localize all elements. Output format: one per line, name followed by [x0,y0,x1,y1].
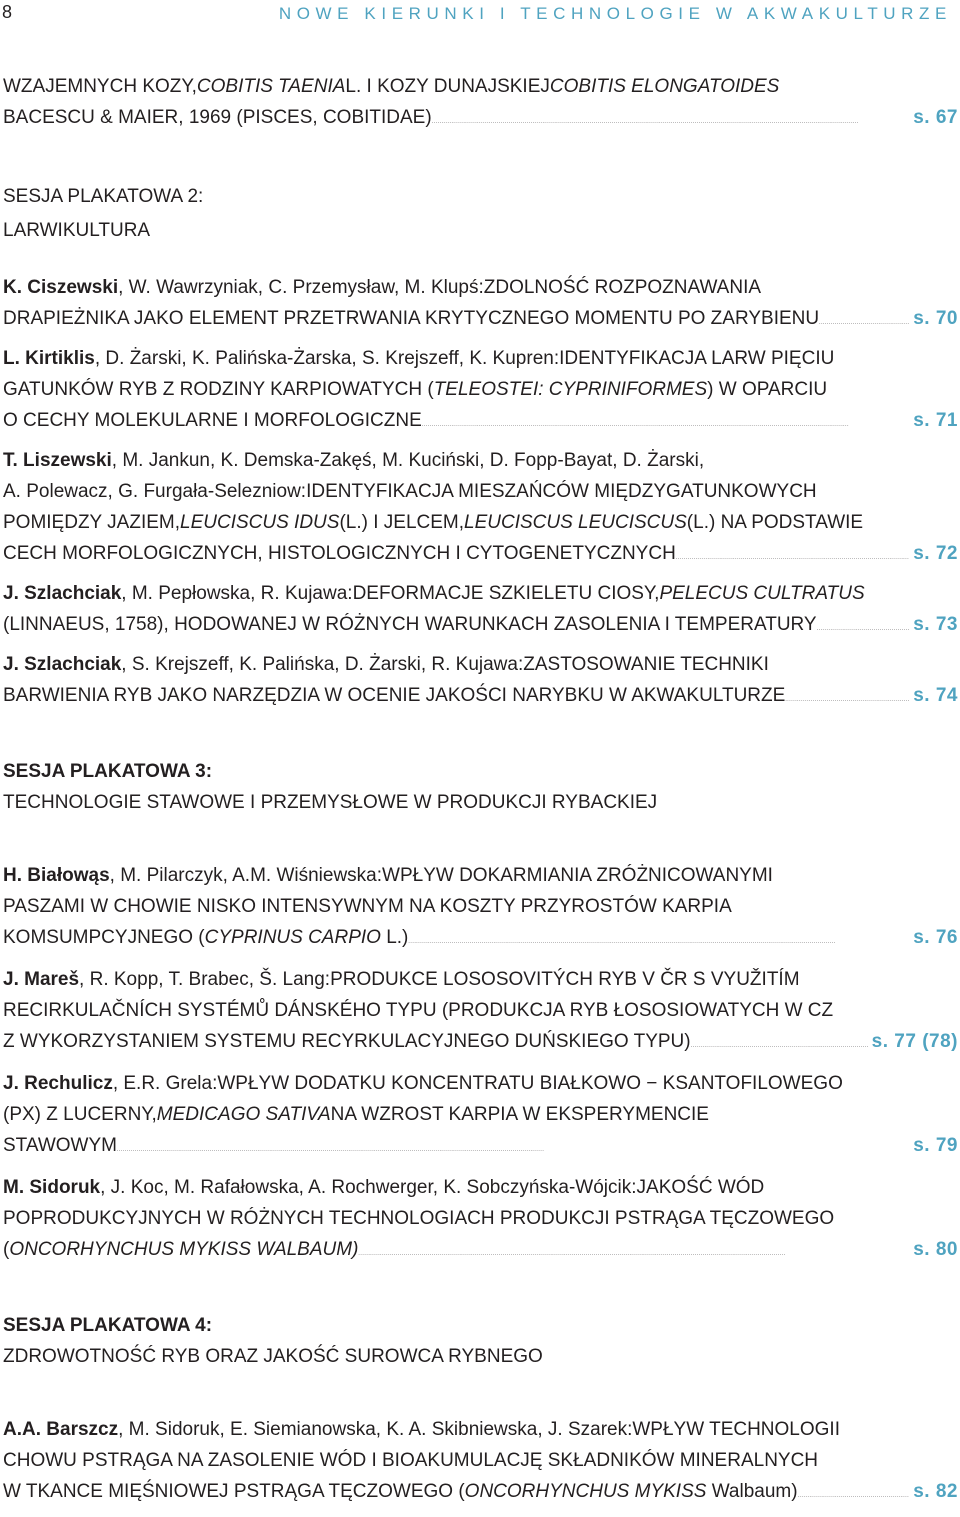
entry-text: ( [3,1239,10,1260]
dot-leader [432,102,910,138]
page-reference: s. 73 [913,614,958,635]
session-heading [3,180,958,248]
entry-text: GATUNKÓW RYB Z RODZINY KARPIOWATYCH ( [3,379,434,400]
entry-text: PASZAMI W CHOWIE NISKO INTENSYWNYM NA KOSZTY PRZYROSTÓW KARPIA [3,896,732,917]
entry-text: ZDOLNOŚĆ ROZPOZNAWANIA [483,277,762,298]
entry-text: O CECHY MOLEKULARNE I MORFOLOGICZNE [3,410,422,431]
entry-text: BARWIENIA RYB JAKO NARZĘDZIA W OCENIE JAKOŚCI NARYBKU W AKWAKULTURZE [3,685,786,706]
dot-leader [691,1026,868,1062]
lead-author: K. Ciszewski [3,277,119,298]
page-reference: s. 80 [913,1239,958,1260]
authors: , M. Pepłowska, R. Kujawa: [121,583,353,604]
authors: , J. Koc, M. Rafałowska, A. Rochwerger, K. Sobczyńska-Wójcik: [100,1177,637,1198]
session-subtitle: TECHNOLOGIE STAWOWE I PRZEMYSŁOWE W PRODUKCJI RYBACKIEJ [3,792,658,813]
toc-entry[interactable] [3,445,958,574]
page-reference: s. 70 [913,308,958,329]
toc-entry[interactable] [3,1068,958,1166]
toc-entry[interactable] [3,649,958,716]
entry-text: DRAPIEŻNIKA JAKO ELEMENT PRZETRWANIA KRYTYCZNEGO MOMENTU PO ZARYBIENU [3,308,820,329]
toc-entry[interactable] [3,964,958,1062]
dot-leader [408,922,909,958]
entry-text: (LINNAEUS, 1758), HODOWANEJ W RÓŻNYCH WARUNKACH ZASOLENIA I TEMPERATURY [3,614,817,635]
entry-text: W TKANCE MIĘŚNIOWEJ PSTRĄGA TĘCZOWEGO ( [3,1481,465,1502]
species-name: PELECUS CULTRATUS [659,583,865,604]
entry-text: DEFORMACJE SZKIELETU CIOSY, [352,583,660,604]
dot-leader [817,609,910,645]
toc-entry[interactable] [3,343,958,441]
session-subtitle: LARWIKULTURA [3,220,151,241]
entry-text: IDENTYFIKACJA MIESZAŃCÓW MIĘDZYGATUNKOWYCH [306,481,817,502]
authors: , S. Krejszeff, K. Palińska, D. Żarski, R. Kujawa: [121,654,524,675]
toc-entry[interactable] [3,1414,958,1512]
entry-text: ZASTOSOWANIE TECHNIKI [523,654,769,675]
species-name: COBITIS ELONGATOIDES [549,76,780,97]
session-title: SESJA PLAKATOWA 3: [3,761,213,782]
lead-author: J. Szlachciak [3,583,122,604]
entry-text: (L.) NA PODSTAWIE [686,512,864,533]
species-name: TELEOSTEI: CYPRINIFORMES [433,379,708,400]
entry-text: L.) [380,927,409,948]
lead-author: J. Mareš [3,969,80,990]
toc-entry[interactable] [3,860,958,958]
page-reference: s. 76 [913,927,958,948]
entry-text: JAKOŚĆ WÓD [636,1177,765,1198]
lead-author: A.A. Barszcz [3,1419,119,1440]
entry-text: RECIRKULAČNÍCH SYSTÉMŮ DÁNSKÉHO TYPU (PRODUKCJA RYB ŁOSOSIOWATYCH W CZ [3,1000,834,1021]
species-name: LEUCISCUS IDUS [180,512,340,533]
entry-text: IDENTYFIKACJA LARW PIĘCIU [559,348,835,369]
species-name: CYPRINUS CARPIO [204,927,381,948]
entry-text: WPŁYW TECHNOLOGII [632,1419,840,1440]
dot-leader [819,303,909,339]
lead-author: M. Sidoruk [3,1177,101,1198]
page-reference: s. 71 [913,410,958,431]
session-heading [3,1310,958,1372]
page-number: 8 [2,2,13,22]
entry-text: PRODUKCE LOSOSOVITÝCH RYB V ČR S VYUŽITÍM [330,969,800,990]
session-subtitle: ZDROWOTNOŚĆ RYB ORAZ JAKOŚĆ SUROWCA RYBNEGO [3,1346,543,1367]
toc-entry[interactable] [3,272,958,339]
lead-author: J. Rechulicz [3,1073,113,1094]
page-reference: s. 74 [913,685,958,706]
page-reference: s. 67 [913,107,958,128]
dot-leader [117,1130,909,1166]
dot-leader [785,680,909,716]
toc-entry[interactable] [3,71,958,138]
toc-entry[interactable] [3,1172,958,1270]
species-name: ONCORHYNCHUS MYKISS WALBAUM) [9,1239,359,1260]
entry-text: POPRODUKCYJNYCH W RÓŻNYCH TECHNOLOGIACH PRODUKCJI PSTRĄGA TĘCZOWEGO [3,1208,835,1229]
dot-leader [798,1476,910,1512]
lead-author: H. Białowąs [3,865,110,886]
authors: , R. Kopp, T. Brabec, Š. Lang: [79,969,331,990]
authors: , W. Wawrzyniak, C. Przemysław, M. Klupś: [118,277,484,298]
authors: , E.R. Grela: [112,1073,218,1094]
table-of-contents [3,71,958,1512]
running-title: NOWE KIERUNKI I TECHNOLOGIE W AKWAKULTURZE [278,4,952,23]
entry-text: Z WYKORZYSTANIEM SYSTEMU RECYRKULACYJNEGO DUŃSKIEGO TYPU) [3,1031,691,1052]
dot-leader [358,1234,909,1270]
entry-text: WZAJEMNYCH KOZY, [3,76,197,97]
authors: , M. Sidoruk, E. Siemianowska, K. A. Skibniewska, J. Szarek: [118,1419,633,1440]
authors: , M. Jankun, K. Demska-Zakęś, M. Kuciński, D. Fopp-Bayat, D. Żarski, [111,450,705,471]
authors: , D. Żarski, K. Palińska-Żarska, S. Krejszeff, K. Kupren: [94,348,560,369]
page-reference: s. 72 [913,543,958,564]
species-name: COBITIS TAENIA [196,76,346,97]
toc-entry[interactable] [3,578,958,645]
species-name: ONCORHYNCHUS MYKISS [464,1481,707,1502]
lead-author: J. Szlachciak [3,654,122,675]
lead-author: L. Kirtiklis [3,348,95,369]
entry-text: CHOWU PSTRĄGA NA ZASOLENIE WÓD I BIOAKUMULACJĘ SKŁADNIKÓW MINERALNYCH [3,1450,819,1471]
authors: , M. Pilarczyk, A.M. Wiśniewska: [109,865,383,886]
page-reference: s. 79 [913,1135,958,1156]
entry-text: (L.) I JELCEM, [339,512,465,533]
authors: A. Polewacz, G. Furgała-Selezniow: [3,481,307,502]
entry-text: ) W OPARCIU [707,379,828,400]
entry-text: KOMSUMPCYJNEGO ( [3,927,205,948]
page-reference: s. 82 [913,1481,958,1502]
session-heading [3,756,958,818]
entry-text: (PX) Z LUCERNY, [3,1104,157,1125]
entry-text: WPŁYW DOKARMIANIA ZRÓŻNICOWANYMI [382,865,773,886]
entry-text: L. I KOZY DUNAJSKIEJ [345,76,550,97]
page-header [2,2,956,24]
entry-text: CECH MORFOLOGICZNYCH, HISTOLOGICZNYCH I CYTOGENETYCZNYCH [3,543,676,564]
session-title: SESJA PLAKATOWA 2: [3,186,204,207]
species-name: MEDICAGO SATIVA [156,1104,331,1125]
dot-leader [422,405,909,441]
dot-leader [676,538,909,574]
session-title: SESJA PLAKATOWA 4: [3,1315,213,1336]
entry-text: STAWOWYM [3,1135,117,1156]
entry-text: POMIĘDZY JAZIEM, [3,512,181,533]
entry-text: Walbaum) [706,1481,798,1502]
entry-text: WPŁYW DODATKU KONCENTRATU BIAŁKOWO − KSANTOFILOWEGO [217,1073,843,1094]
lead-author: T. Liszewski [3,450,112,471]
entry-text: BACESCU & MAIER, 1969 (PISCES, COBITIDAE) [3,107,432,128]
species-name: LEUCISCUS LEUCISCUS [464,512,687,533]
page-reference: s. 77 (78) [871,1031,958,1052]
entry-text: NA WZROST KARPIA W EKSPERYMENCIE [330,1104,709,1125]
